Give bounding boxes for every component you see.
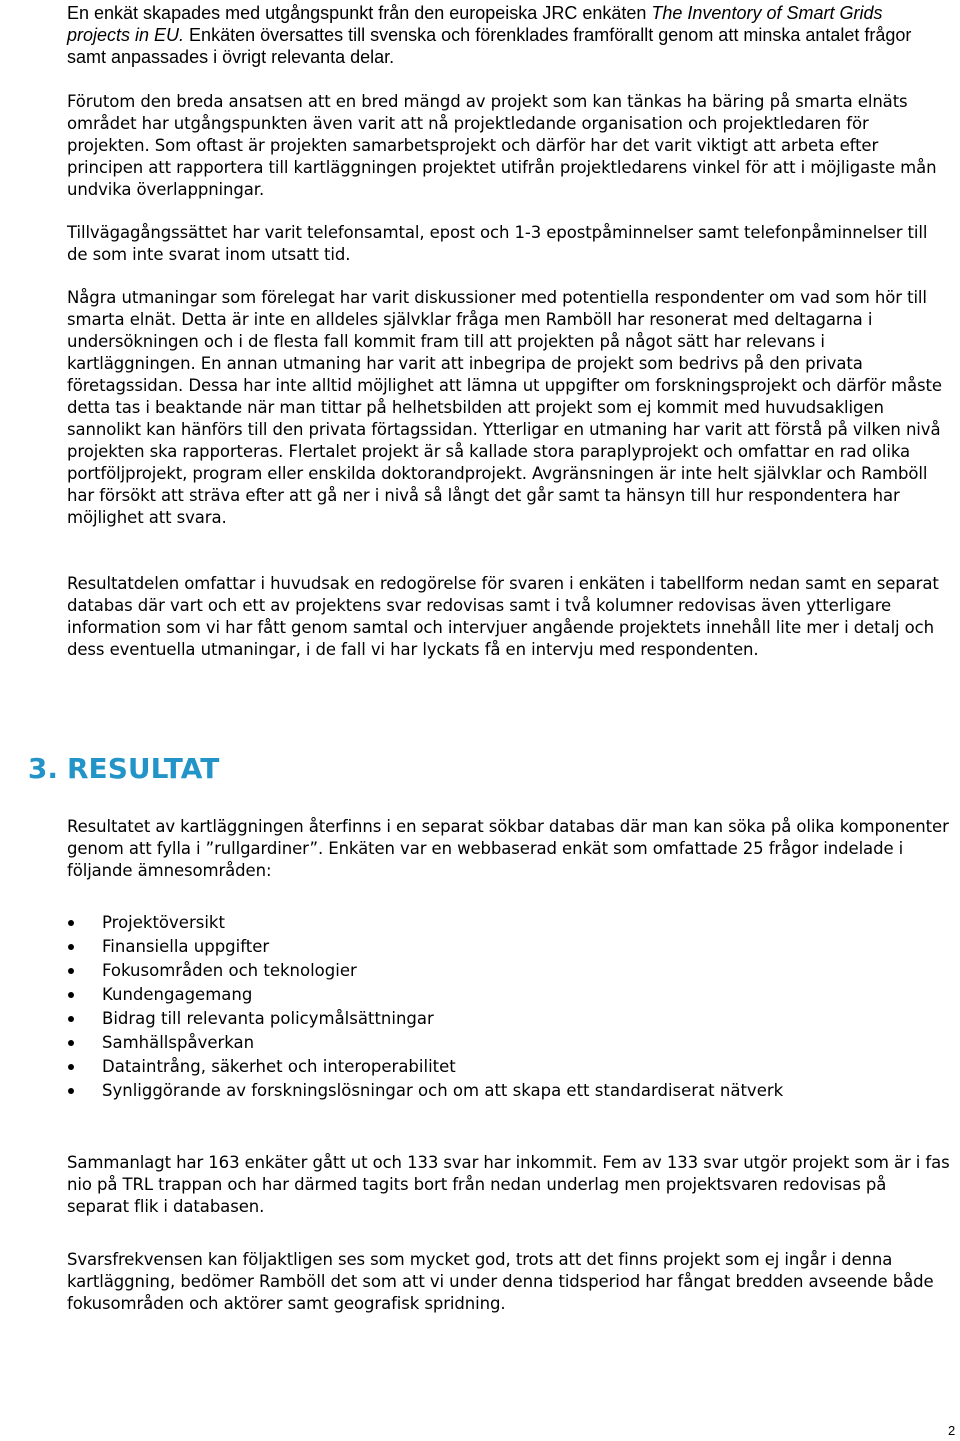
paragraph-scope: Förutom den breda ansatsen att en bred mängd av projekt som kan tänkas ha bäring på smarta elnäts området har utgångspunkten även varit att nå projektledande organisation och projektledaren för projekten. Som oftast är projekten samarbetsprojekt och därför har det varit viktigt att arbeta efter principen att rapportera till kartläggningen projektet utifrån projektledarens vinkel för att i möjligaste mån undvika överlappningar. bbox=[67, 92, 937, 199]
paragraph-response-count: Sammanlagt har 163 enkäter gått ut och 133 svar har inkommit. Fem av 133 svar utgör projekt som är i fas nio på TRL trappan och har därmed tagits bort från nedan underlag men projektsvaren redovisas på separat flik i databasen. bbox=[67, 1153, 950, 1216]
list-item bbox=[67, 1055, 947, 1079]
list-item-label: Synliggörande av forskningslösningar och om att skapa ett standardiserat nätverk bbox=[102, 1081, 784, 1100]
list-item-label: Finansiella uppgifter bbox=[102, 937, 270, 956]
bullet-icon bbox=[68, 1088, 74, 1094]
intro-italic-title: The Inventory of Smart Grids projects in EU. bbox=[67, 3, 883, 45]
list-item bbox=[67, 1007, 947, 1031]
intro-text-1: En enkät skapades med utgångspunkt från den europeiska JRC enkäten bbox=[67, 3, 652, 23]
bullet-icon bbox=[68, 944, 74, 950]
list-item bbox=[67, 1031, 947, 1055]
section-title: RESULTAT bbox=[67, 752, 220, 785]
list-item-label: Samhällspåverkan bbox=[102, 1033, 255, 1052]
section-heading bbox=[0, 752, 960, 792]
paragraph-method: Tillvägagångssättet har varit telefonsamtal, epost och 1-3 epostpåminnelser samt telefonpåminnelser till de som inte svarat inom utsatt tid. bbox=[67, 223, 928, 264]
section-number: 3. bbox=[27, 752, 58, 785]
bullet-icon bbox=[68, 1040, 74, 1046]
list-item-label: Fokusområden och teknologier bbox=[102, 961, 357, 980]
list-item bbox=[67, 935, 947, 959]
intro-paragraph bbox=[67, 2, 945, 68]
paragraph-results-scope: Resultatdelen omfattar i huvudsak en redogörelse för svaren i enkäten i tabellform nedan samt en separat databas där vart och ett av projektens svar redovisas samt i två kolumner redovisas även ytterligare information som vi har fått genom samtal och intervjuer angående projektets innehåll lite mer i detalj och dess eventuella utmaningar, i de fall vi har lyckats få en intervju med respondenten. bbox=[67, 574, 939, 659]
paragraph-challenges: Några utmaningar som förelegat har varit diskussioner med potentiella respondenter om vad som hör till smarta elnät. Detta är inte en alldeles självklar fråga men Ramböll har resonerat med deltagarna i undersökningen och i de flesta fall kommit fram till att projekten på något sätt har relevans i kartläggningen. En annan utmaning har varit att inbegripa de projekt som bedrivs på den privata företagssidan. Dessa har inte alltid möjlighet att lämna ut uppgifter om forskningsprojekt och därför måste detta tas i beaktande när man tittar på helhetsbilden att projekt som ej kommit med huvudsakligen sannolikt kan hänförs till den privata förtagssidan. Ytterligar en utmaning har varit att förstå på vilken nivå projekten ska rapporteras. Flertalet projekt är så kallade stora paraplyprojekt och omfattar en rad olika portföljprojekt, program eller enskilda doktorandprojekt. Avgränsningen är inte helt självklar och Ramböll har försökt att sträva efter att gå ner i nivå så långt det går samt ta hänsyn till hur respondentera har möjlighet att svara. bbox=[67, 288, 942, 527]
bullet-icon bbox=[68, 1064, 74, 1070]
list-item-label: Projektöversikt bbox=[102, 913, 225, 932]
bullet-icon bbox=[68, 1016, 74, 1022]
bullet-icon bbox=[68, 992, 74, 998]
topic-list bbox=[67, 911, 947, 1103]
list-item bbox=[67, 1079, 947, 1103]
list-item-label: Bidrag till relevanta policymålsättningar bbox=[102, 1009, 434, 1028]
bullet-icon bbox=[68, 968, 74, 974]
paragraph-response-rate: Svarsfrekvensen kan följaktligen ses som mycket god, trots att det finns projekt som ej ingår i denna kartläggning, bedömer Ramböll det som att vi under denna tidsperiod har fångat bredden avseende både fokusområden och aktörer samt geografisk spridning. bbox=[67, 1250, 934, 1313]
list-item-label: Kundengagemang bbox=[102, 985, 253, 1004]
intro-text-2: Enkäten översattes till svenska och förenklades framförallt genom att minska antalet frågor samt anpassades i övrigt relevanta delar. bbox=[67, 25, 912, 67]
page-number: 2 bbox=[948, 1423, 956, 1438]
list-item bbox=[67, 911, 947, 935]
paragraph-results-intro: Resultatet av kartläggningen återfinns i en separat sökbar databas där man kan söka på olika komponenter genom att fylla i ”rullgardiner”. Enkäten var en webbaserad enkät som omfattade 25 frågor indelade i följande ämnesområden: bbox=[67, 817, 949, 880]
list-item bbox=[67, 983, 947, 1007]
bullet-icon bbox=[68, 920, 74, 926]
list-item bbox=[67, 959, 947, 983]
list-item-label: Dataintrång, säkerhet och interoperabilitet bbox=[102, 1057, 456, 1076]
